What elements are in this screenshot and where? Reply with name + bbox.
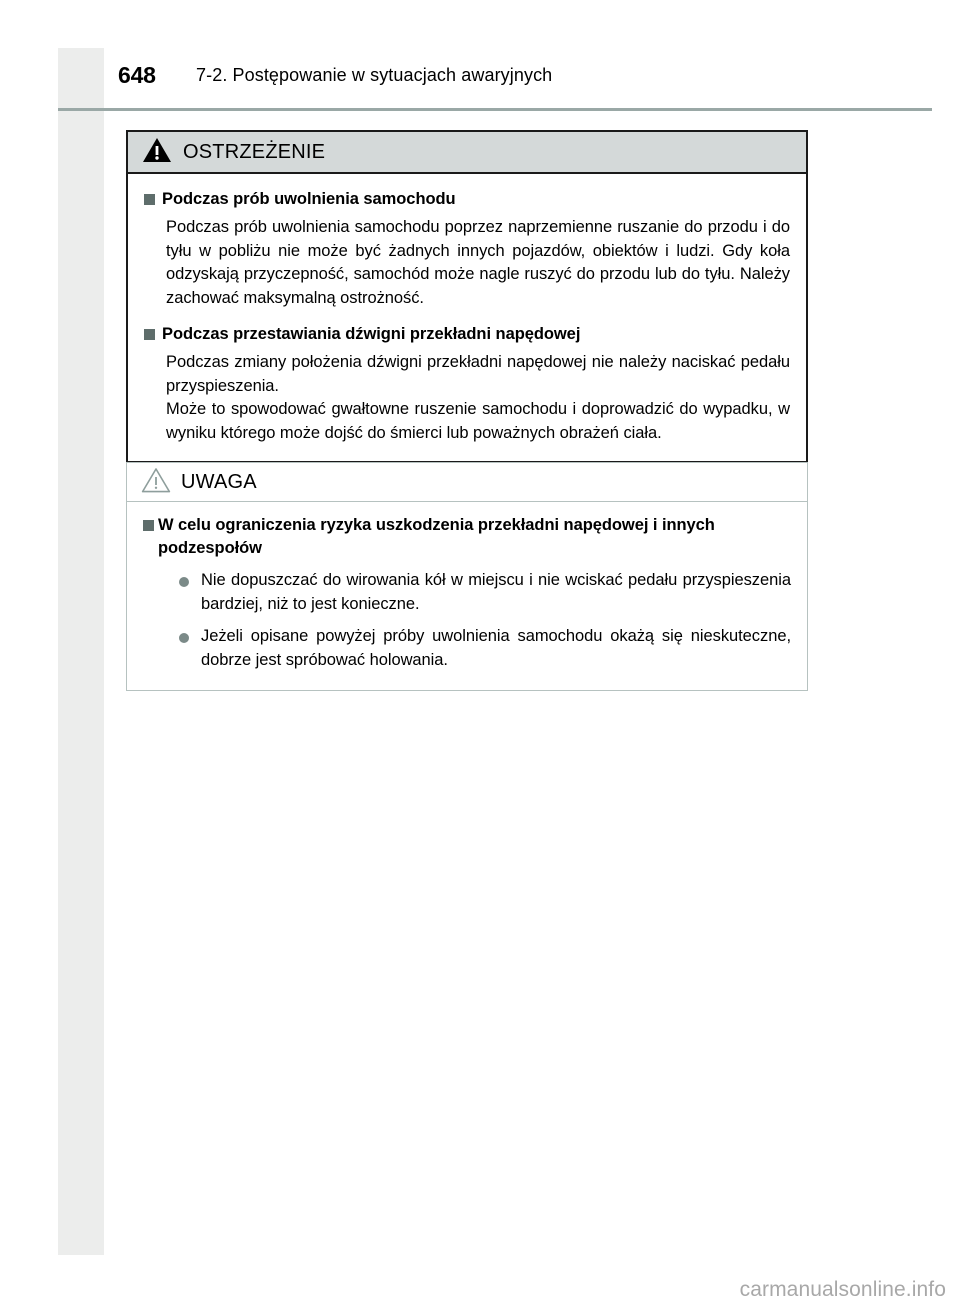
round-bullet-icon (179, 577, 189, 587)
notice-box (126, 462, 808, 691)
square-bullet-icon (144, 329, 155, 340)
warning-triangle-outline-icon (141, 467, 171, 498)
notice-section-heading (143, 514, 791, 560)
site-watermark: carmanualsonline.info (739, 1278, 946, 1301)
warning-section-heading-text: Podczas przestawiania dźwigni przekładni napędowej (162, 325, 581, 343)
notice-box-title: UWAGA (181, 470, 257, 493)
notice-box-body (127, 502, 807, 690)
square-bullet-icon (144, 194, 155, 205)
warning-triangle-filled-icon (142, 137, 172, 168)
list-item (179, 625, 791, 672)
warning-box-title: OSTRZEŻENIE (183, 140, 326, 163)
page-header (0, 62, 960, 102)
warning-box (126, 130, 808, 463)
header-divider (58, 108, 932, 111)
warning-box-header (128, 132, 806, 174)
square-bullet-icon (143, 520, 154, 531)
list-item-text: Nie dopuszczać do wirowania kół w miejscu i nie wciskać pedału przyspieszenia bardziej, niż to jest konieczne. (201, 571, 791, 613)
section-title: 7-2. Postępowanie w sytuacjach awaryjnych (196, 65, 553, 85)
warning-box-body (128, 174, 806, 461)
warning-section-heading (144, 323, 790, 346)
warning-paragraph: Podczas zmiany położenia dźwigni przekładni napędowej nie należy naciskać pedału przyspieszenia. (166, 353, 790, 395)
list-item (179, 569, 791, 616)
list-item-text: Jeżeli opisane powyżej próby uwolnienia samochodu okażą się nieskuteczne, dobrze jest spróbować holowania. (201, 627, 791, 669)
notice-item-list (179, 569, 791, 672)
warning-paragraph: Podczas prób uwolnienia samochodu poprzez naprzemienne ruszanie do przodu i do tyłu w pobliżu nie może być żadnych innych pojazdów, obiektów i ludzi. Gdy koła odzyskają przyczepność, samochód może nagle ruszyć do przodu lub do tyłu. Należy zachować maksymalną ostrożność. (166, 218, 790, 307)
warning-section-heading (144, 188, 790, 211)
page-number: 648 (118, 62, 156, 88)
round-bullet-icon (179, 633, 189, 643)
notice-box-header (127, 463, 807, 502)
notice-section-heading-text: W celu ograniczenia ryzyka uszkodzenia przekładni napędowej i innych podzespołów (158, 516, 715, 557)
warning-section-heading-text: Podczas prób uwolnienia samochodu (162, 190, 456, 208)
page-edge-strip (58, 48, 104, 1255)
warning-paragraph: Może to spowodować gwałtowne ruszenie samochodu i doprowadzić do wypadku, w wyniku którego może dojść do śmierci lub poważnych obrażeń ciała. (166, 400, 790, 442)
